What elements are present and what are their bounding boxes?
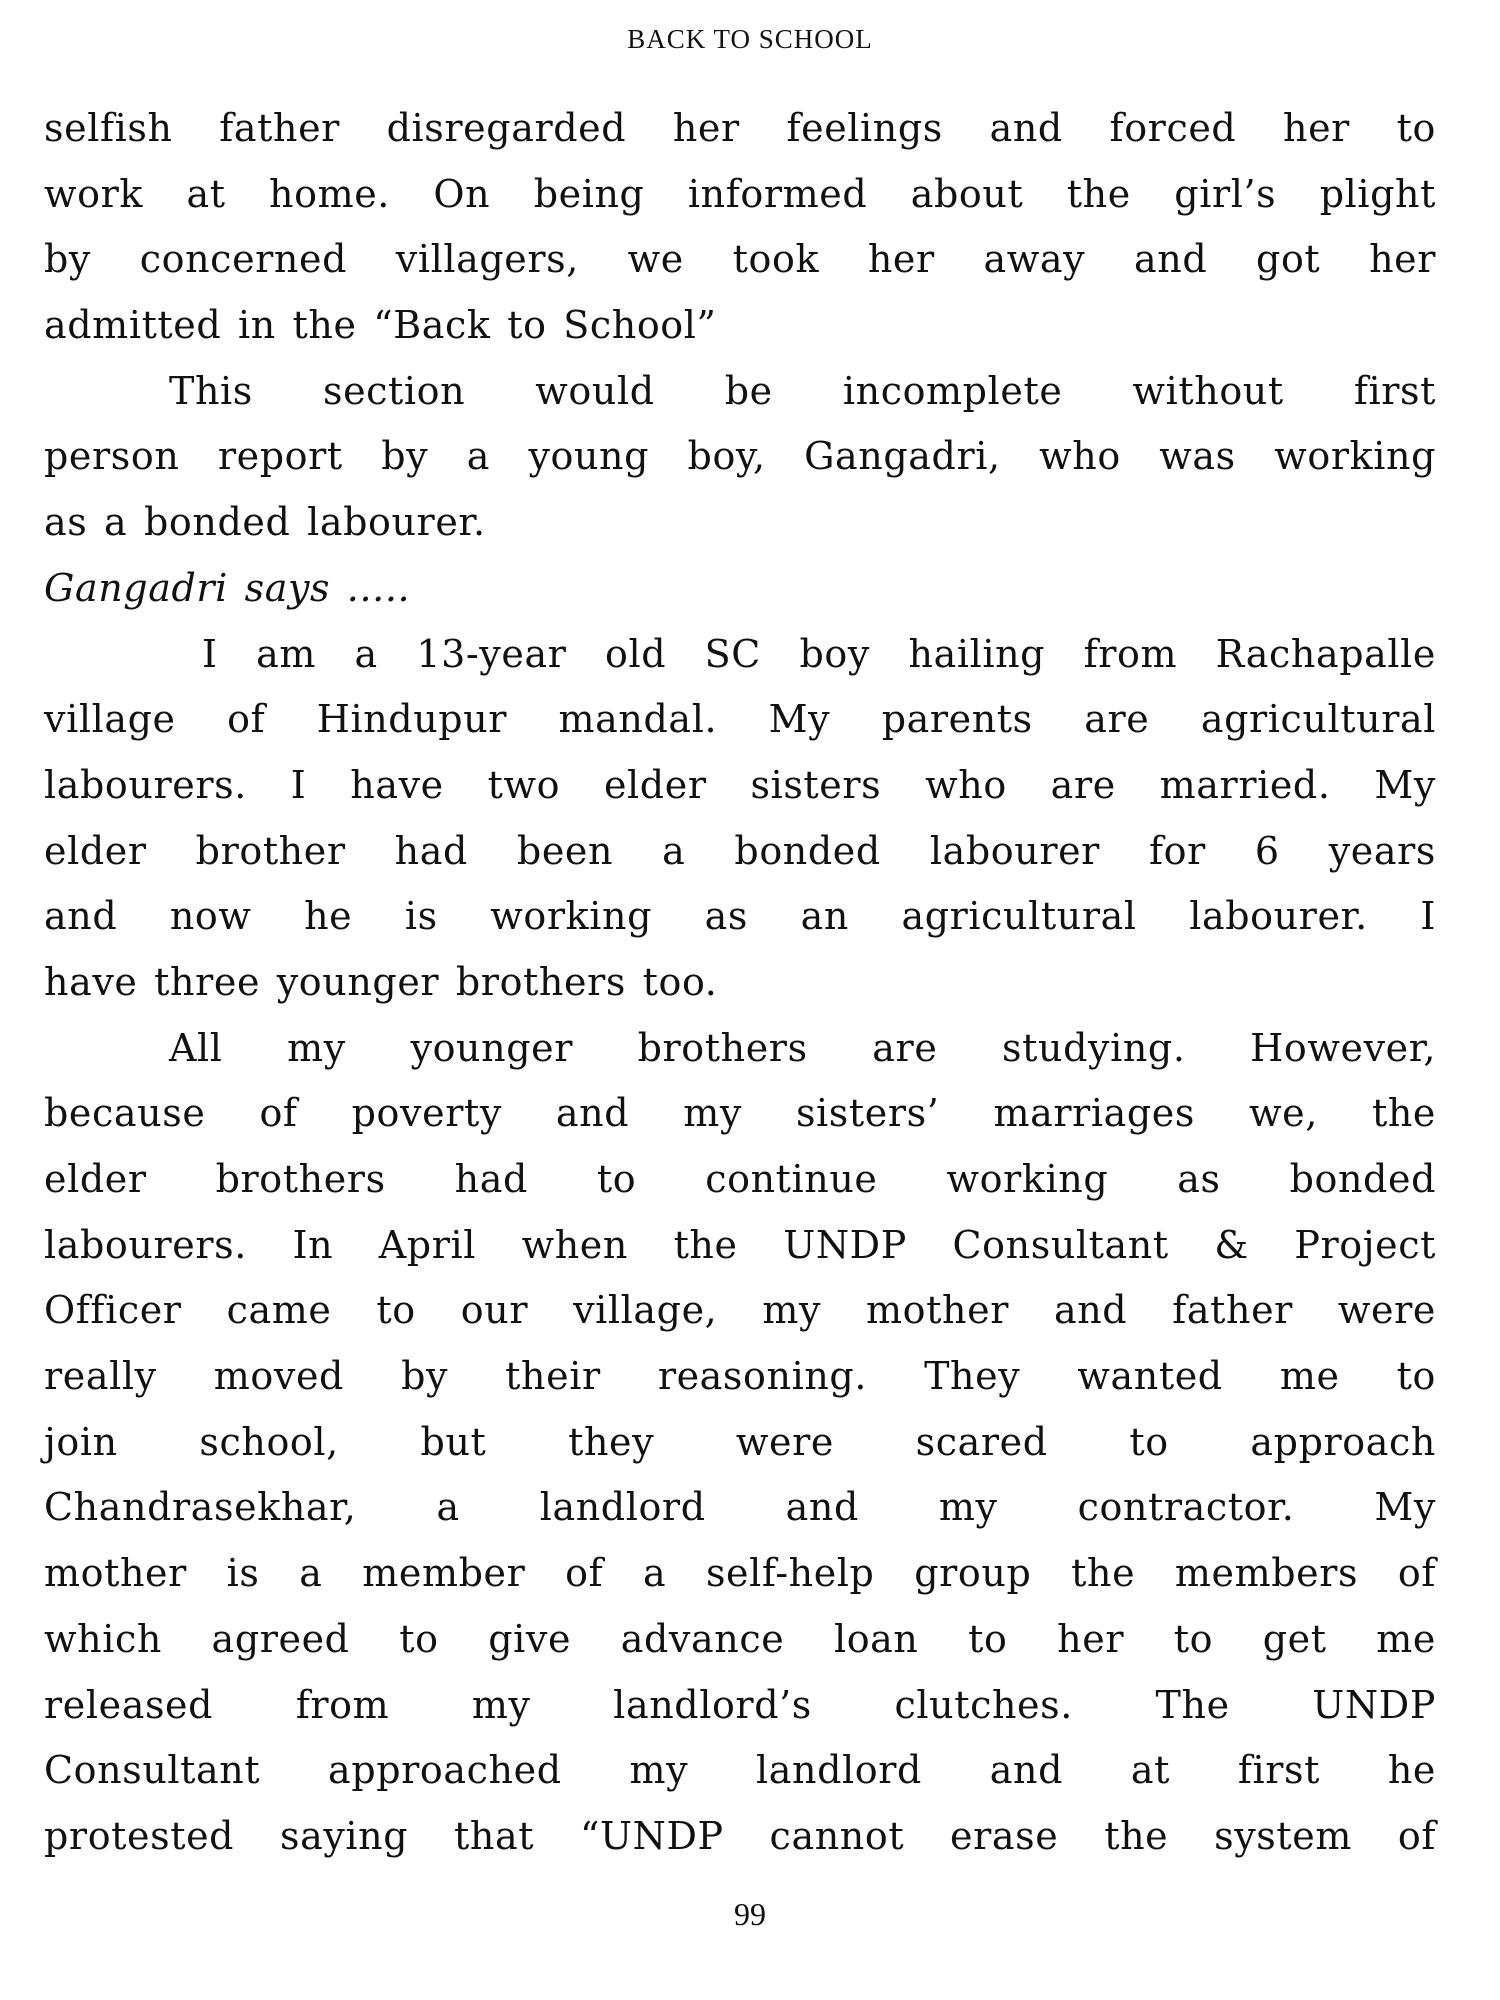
subheading-gangadri-says: Gangadri says ..... [44,565,411,610]
text-line: mother is a member of a self-help group the members of [44,1551,1436,1596]
text-line: work at home. On being informed about the girl’s plight [44,171,1436,216]
running-head: BACK TO SCHOOL [627,24,873,54]
text-line: really moved by their reasoning. They wanted me to [44,1354,1436,1399]
text-line: labourers. In April when the UNDP Consultant & Project [44,1222,1436,1267]
text-line: labourers. I have two elder sisters who are married. My [44,762,1436,807]
text-line: village of Hindupur mandal. My parents are agricultural [44,697,1436,742]
text-line: admitted in the “Back to School” [44,303,717,348]
text-line: person report by a young boy, Gangadri, who was working [44,434,1436,479]
text-line: by concerned villagers, we took her away and got her [44,237,1436,282]
text-line: Officer came to our village, my mother and father were [44,1288,1436,1333]
text-line: elder brother had been a bonded labourer for 6 years [44,828,1436,873]
body-text [44,96,1436,1870]
paragraph-start-line: This section would be incomplete without first [169,368,1436,413]
text-line: have three younger brothers too. [44,959,718,1004]
text-line: released from my landlord’s clutches. The UNDP [44,1682,1436,1727]
text-line: as a bonded labourer. [44,500,486,545]
text-line: because of poverty and my sisters’ marriages we, the [44,1091,1436,1136]
text-line: protested saying that “UNDP cannot erase the system of [44,1813,1436,1858]
text-line: elder brothers had to continue working as bonded [44,1157,1436,1201]
paragraph-start-line: All my younger brothers are studying. However, [169,1025,1436,1070]
text-line: selfish father disregarded her feelings and forced her to [44,106,1436,150]
paragraph-start-line: I am a 13-year old SC boy hailing from Rachapalle [202,631,1436,676]
page-number: 99 [734,1896,766,1932]
text-line: and now he is working as an agricultural labourer. I [44,894,1436,939]
text-line: which agreed to give advance loan to her to get me [44,1616,1436,1661]
text-line: join school, but they were scared to approach [44,1419,1436,1464]
text-line: Consultant approached my landlord and at first he [44,1748,1436,1793]
text-line: Chandrasekhar, a landlord and my contractor. My [44,1485,1436,1530]
